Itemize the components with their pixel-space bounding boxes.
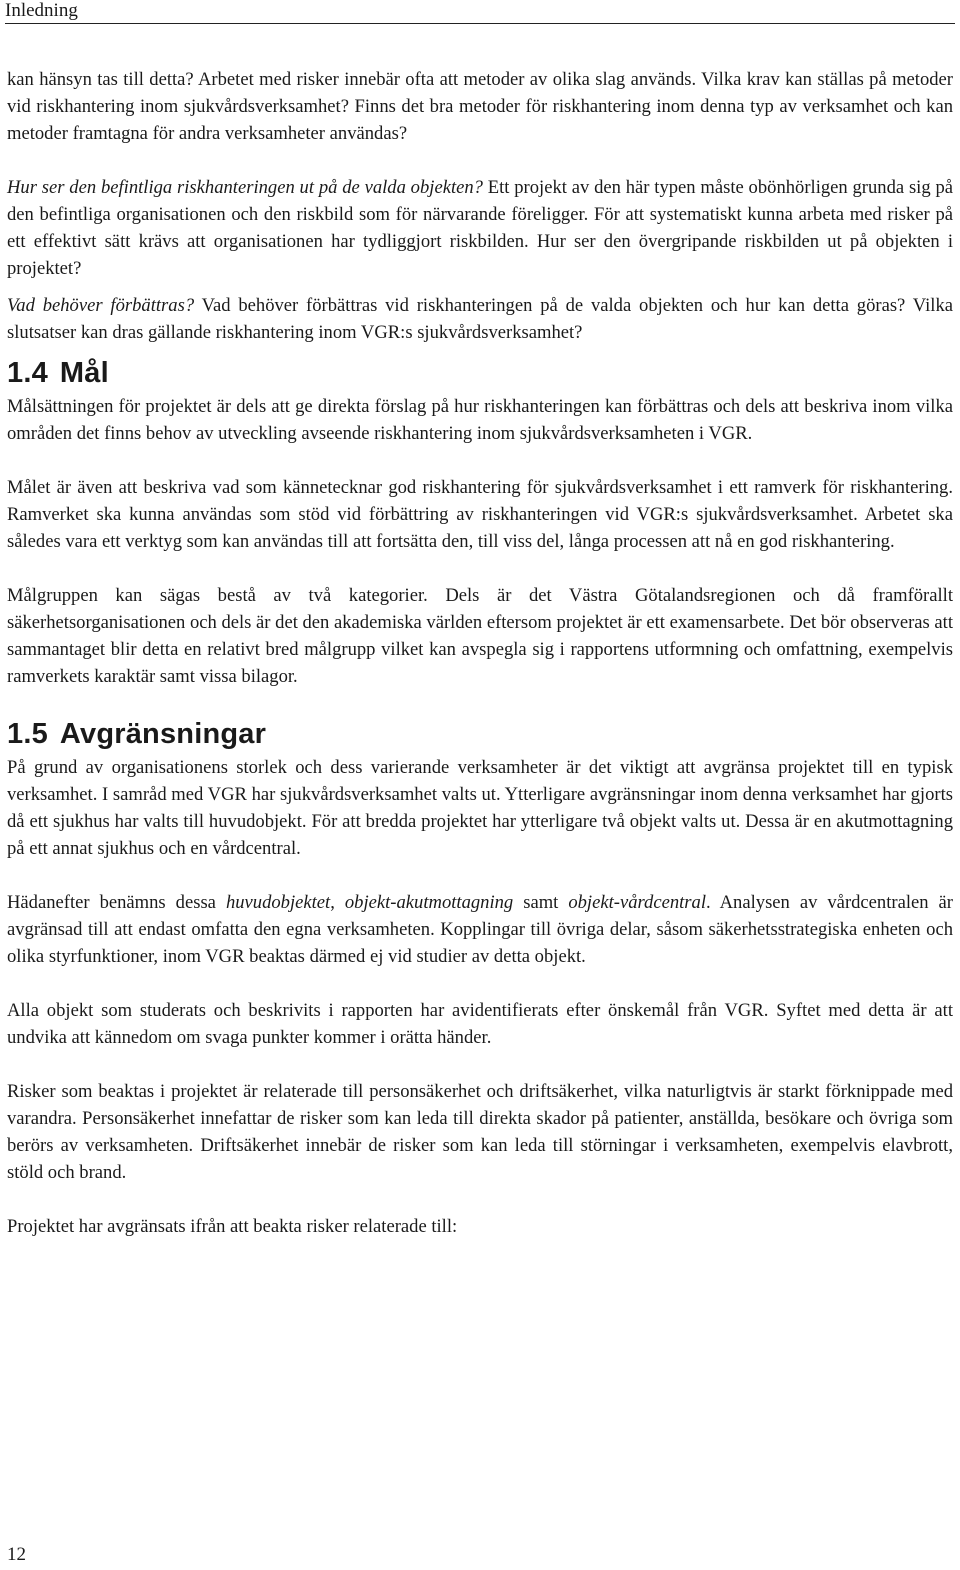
section-number: 1.5 bbox=[7, 718, 48, 750]
section-number: 1.4 bbox=[7, 357, 48, 389]
running-header bbox=[5, 0, 955, 24]
text-run: samt bbox=[513, 892, 569, 913]
chapter-title: Inledning bbox=[5, 0, 78, 21]
paragraph: På grund av organisationens storlek och dess varierande verksamheter är det viktigt att avgränsa projektet till en typisk verksamhet. I samråd med VGR har sjukvårdsverksamhet valts ut. Ytterligare avgränsningar inom denna verksamhet har gjorts då ett sjukhus har valts till huvudobjekt. För att bredda projektet har ytterligare två objekt valts ut. Dessa är en akutmottagning på ett annat sjukhus och en vårdcentral. bbox=[7, 757, 953, 859]
paragraph-objektnamn bbox=[7, 889, 953, 970]
section-heading-avgransningar bbox=[7, 717, 953, 751]
section-heading-mal bbox=[7, 356, 953, 390]
paragraph-text: Ett projekt av den här typen måste obönhörligen grunda sig på den befintliga organisationen och den riskbild som för närvarande föreligger. För att systematiskt kunna arbeta med risker på ett effektivt sätt krävs att organisationen har tydliggjort riskbilden. Hur ser den övergripande riskbilden ut på objekten i projektet? bbox=[7, 177, 954, 279]
term-objekt-akutmottagning: objekt-akutmottagning bbox=[344, 892, 514, 913]
paragraph-text: Vad behöver förbättras vid riskhanteringen på de valda objekten och hur kan detta göras? Vilka slutsatser kan dras gällande riskhantering inom VGR:s sjukvårdsverksamhet? bbox=[7, 295, 953, 343]
term-objekt-vardcentral: objekt-vårdcentral bbox=[568, 892, 707, 913]
paragraph: Alla objekt som studerats och beskrivits i rapporten har avidentifierats efter önskemål från VGR. Syftet med detta är att undvika att kännedom om svaga punkter kommer i orätta händer. bbox=[7, 1000, 953, 1048]
paragraph-riskbild bbox=[7, 174, 953, 282]
paragraph-intro: kan hänsyn tas till detta? Arbetet med risker innebär ofta att metoder av olika slag används. Vilka krav kan ställas på metoder vid riskhantering inom sjukvårdsverksamhet? Finns det bra metoder för riskhantering inom denna typ av verksamhet och kan metoder framtagna för andra verksamheter användas? bbox=[7, 69, 953, 144]
text-run: . Analysen av vårdcentralen är avgränsad till att endast omfatta den egna verksamheten. Kopplingar till övriga delar, såsom säkerhetsstrategiska enheten och olika styrfunktioner, inom VGR beaktas därmed ej vid studier av detta objekt. bbox=[7, 892, 953, 967]
page-number: 12 bbox=[7, 1544, 26, 1565]
text-run: Hädanefter benämns dessa bbox=[7, 892, 226, 913]
page-body bbox=[7, 66, 953, 1267]
section-title: Avgränsningar bbox=[59, 718, 267, 750]
text-run: , bbox=[330, 892, 345, 913]
question-lead: Hur ser den befintliga riskhanteringen ut på de valda objekten? bbox=[7, 177, 483, 198]
paragraph-forbattring bbox=[7, 292, 953, 346]
paragraph: Projektet har avgränsats ifrån att beakta risker relaterade till: bbox=[7, 1216, 458, 1237]
paragraph: Målgruppen kan sägas bestå av två kategorier. Dels är det Västra Götalandsregionen och då framförallt säkerhetsorganisationen och dels är det den akademiska världen eftersom projektet är ett examensarbete. Det bör observeras att sammantaget blir detta en relativt bred målgrupp vilket kan avspegla sig i rapportens utformning och omfattning, exempelvis ramverkets karaktär samt vissa bilagor. bbox=[7, 585, 954, 687]
paragraph: Risker som beaktas i projektet är relaterade till personsäkerhet och driftsäkerhet, vilka naturligtvis är starkt förknippade med varandra. Personsäkerhet innefattar de risker som kan leda till direkta skador på patienter, anställda, besökare och övriga som berörs av verksamheten. Driftsäkerhet innebär de risker som kan leda till störningar i verksamheten, exempelvis elavbrott, stöld och brand. bbox=[7, 1081, 953, 1183]
section-title: Mål bbox=[59, 357, 109, 389]
question-lead: Vad behöver förbättras? bbox=[7, 295, 195, 316]
term-huvudobjektet: huvudobjektet bbox=[225, 892, 331, 913]
paragraph: Målsättningen för projektet är dels att ge direkta förslag på hur riskhanteringen kan förbättras och dels att beskriva inom vilka områden det finns behov av utveckling avseende riskhantering inom sjukvårdsverksamheten i VGR. bbox=[7, 396, 953, 444]
paragraph: Målet är även att beskriva vad som kännetecknar god riskhantering för sjukvårdsverksamhet i ett ramverk för riskhantering. Ramverket ska kunna användas som stöd vid förbättring av riskhanteringen vid VGR:s sjukvårdsverksamhet. Arbetet ska således vara ett verktyg som kan användas till att fortsätta den, till viss del, långa processen att nå en god riskhantering. bbox=[7, 477, 953, 552]
